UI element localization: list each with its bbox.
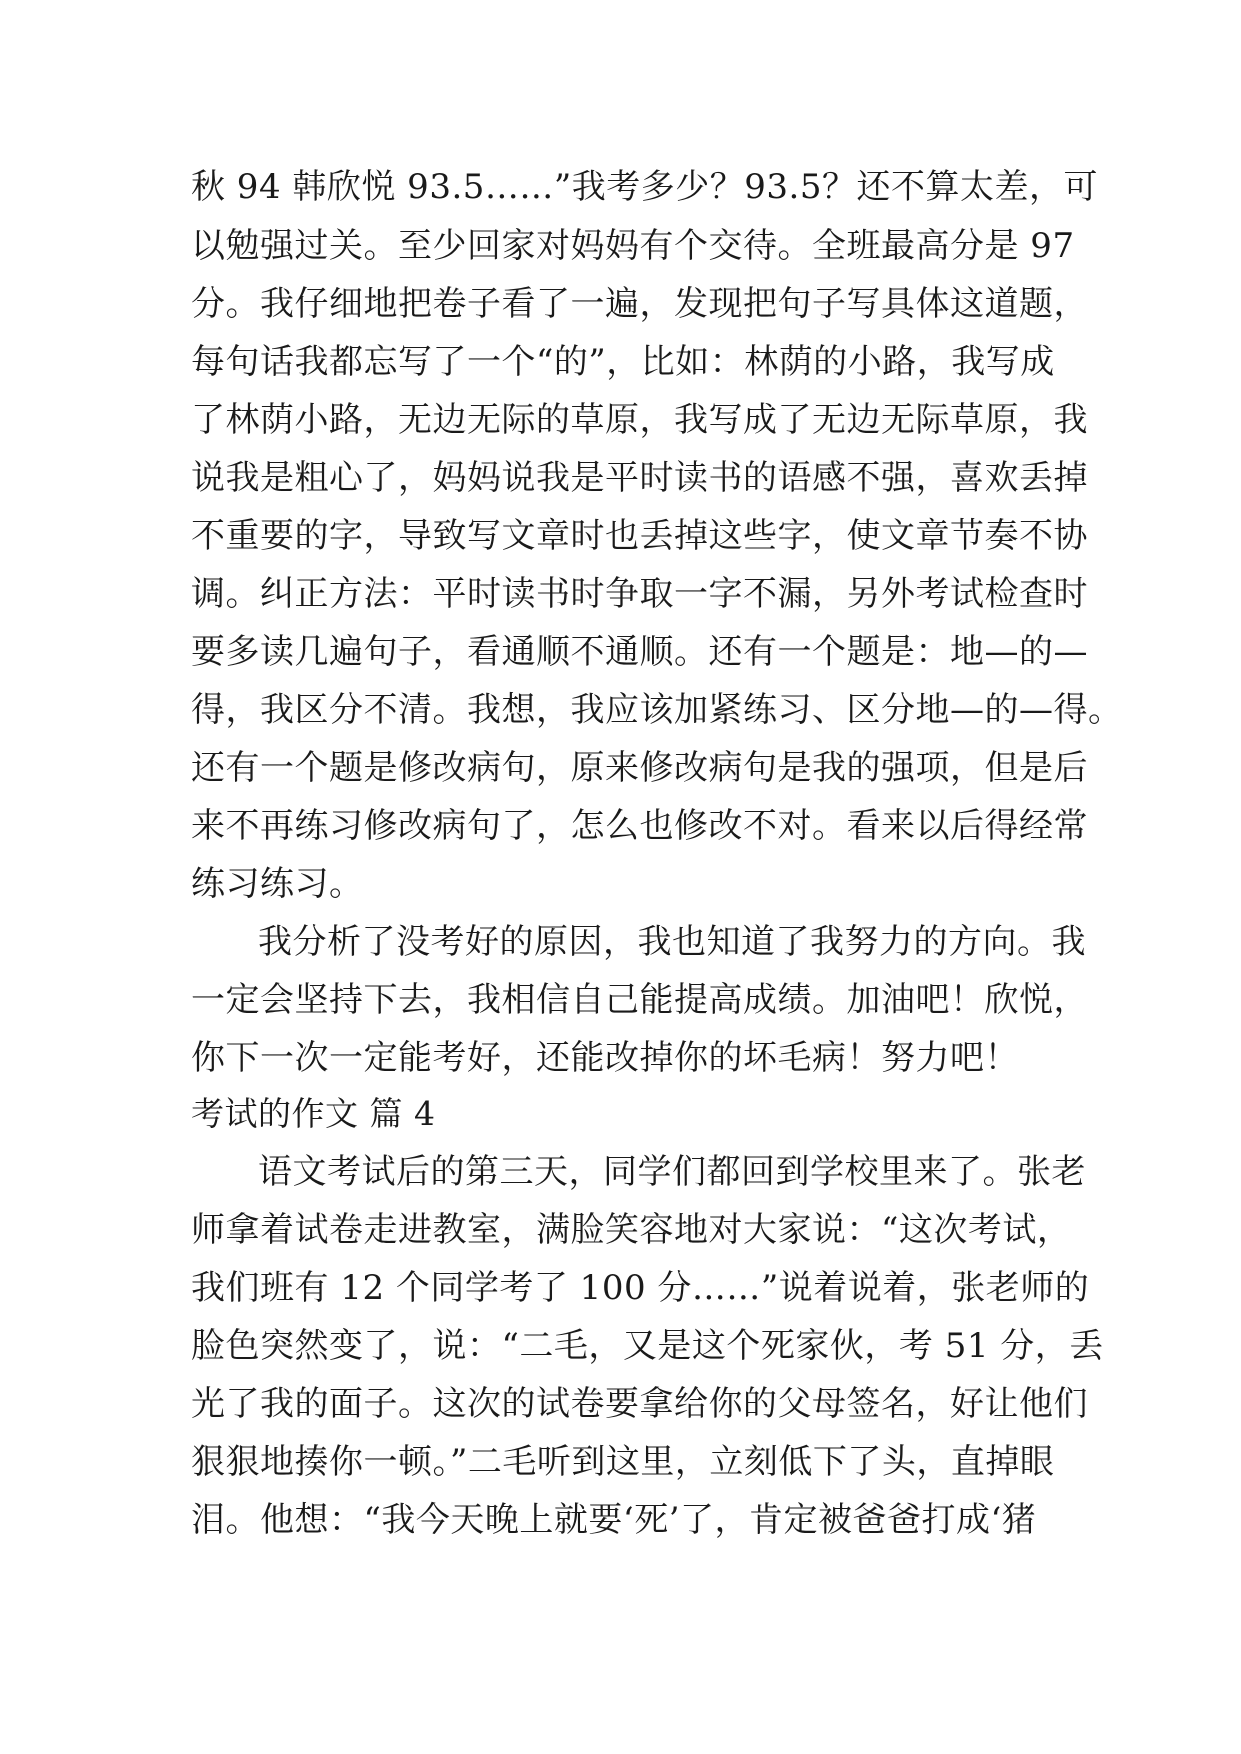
- text-line: 来不再练习修改病句了，怎么也修改不对。看来以后得经常: [191, 806, 1088, 846]
- text-line: 练习练习。: [191, 864, 364, 904]
- text-line: 师拿着试卷走进教室，满脸笑容地对大家说：“这次考试，: [191, 1210, 1072, 1250]
- text-line: 说我是粗心了，妈妈说我是平时读书的语感不强，喜欢丢掉: [191, 458, 1088, 498]
- text-line: 秋 94 韩欣悦 93.5……”我考多少？93.5？还不算太差，可: [191, 167, 1098, 207]
- paragraph-first-line: 语文考试后的第三天，同学们都回到学校里来了。张老: [258, 1152, 1086, 1192]
- text-line: 脸色突然变了，说：“二毛，又是这个死家伙，考 51 分，丢: [191, 1326, 1104, 1366]
- text-line: 你下一次一定能考好，还能改掉你的坏毛病！努力吧！: [191, 1038, 1019, 1078]
- text-line: 不重要的字，导致写文章时也丢掉这些字，使文章节奏不协: [191, 516, 1088, 556]
- text-line: 一定会坚持下去，我相信自己能提高成绩。加油吧！欣悦，: [191, 980, 1088, 1020]
- text-line: 以勉强过关。至少回家对妈妈有个交待。全班最高分是 97: [191, 226, 1075, 266]
- text-line: 调。纠正方法：平时读书时争取一字不漏，另外考试检查时: [191, 574, 1088, 614]
- text-line: 每句话我都忘写了一个“的”，比如：林荫的小路，我写成: [191, 342, 1055, 382]
- text-line: 得，我区分不清。我想，我应该加紧练习、区分地—的—得。: [191, 690, 1123, 730]
- text-line: 了林荫小路，无边无际的草原，我写成了无边无际草原，我: [191, 400, 1088, 440]
- text-line: 还有一个题是修改病句，原来修改病句是我的强项，但是后: [191, 748, 1088, 788]
- text-line: 狠狠地揍你一顿。”二毛听到这里，立刻低下了头，直掉眼: [191, 1442, 1055, 1482]
- text-line: 我们班有 12 个同学考了 100 分……”说着说着，张老师的: [191, 1268, 1090, 1308]
- text-line: 分。我仔细地把卷子看了一遍，发现把句子写具体这道题，: [191, 284, 1088, 324]
- text-line: 要多读几遍句子，看通顺不通顺。还有一个题是：地—的—: [191, 632, 1088, 672]
- text-line: 光了我的面子。这次的试卷要拿给你的父母签名，好让他们: [191, 1384, 1088, 1424]
- section-heading: 考试的作文 篇 4: [191, 1094, 436, 1133]
- text-line: 泪。他想：“我今天晚上就要‘死’了，肯定被爸爸打成‘猪: [191, 1500, 1037, 1540]
- paragraph-first-line: 我分析了没考好的原因，我也知道了我努力的方向。我: [258, 922, 1086, 962]
